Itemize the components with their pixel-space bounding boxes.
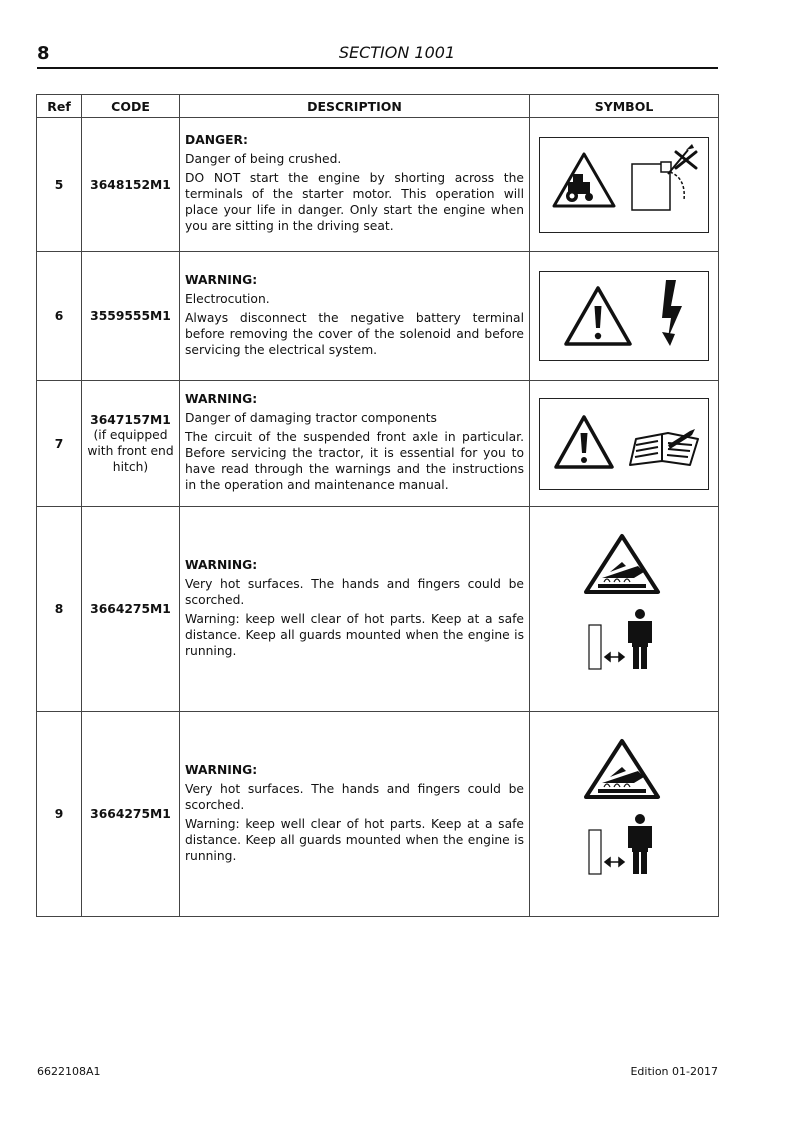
ref-cell: 8 — [37, 507, 82, 712]
ref-cell: 5 — [37, 118, 82, 252]
column-header-description: DESCRIPTION — [180, 95, 530, 118]
header-rule — [37, 67, 718, 69]
code-cell — [82, 507, 180, 712]
symbol-cell — [530, 252, 719, 381]
symbol-cell — [530, 381, 719, 507]
description-line: Very hot surfaces. The hands and fingers could be scorched. — [185, 576, 524, 607]
description-line: DO NOT start the engine by shorting across the terminals of the starter motor. This operation will place your life in danger. Only start the engine when you are sitting in the driving seat. — [185, 171, 524, 233]
description-cell — [180, 252, 530, 381]
document-number: 6622108A1 — [37, 1065, 101, 1078]
code-cell — [82, 252, 180, 381]
description-cell — [180, 118, 530, 252]
part-code: 3664275M1 — [90, 602, 171, 616]
safe-distance-figure — [628, 609, 652, 669]
safe-distance-figure — [628, 814, 652, 874]
part-code: 3648152M1 — [90, 177, 171, 192]
electrocution-pictogram-icon — [539, 271, 709, 361]
description-line: Warning: keep well clear of hot parts. Keep at a safe distance. Keep all guards mounted when the engine is running. — [185, 611, 524, 658]
code-cell — [82, 712, 180, 917]
ref-cell: 6 — [37, 252, 82, 381]
code-note: (if equipped with front end hitch) — [87, 427, 174, 474]
column-header-ref: Ref — [37, 95, 82, 118]
ref-cell: 9 — [37, 712, 82, 917]
description-cell — [180, 381, 530, 507]
description-heading: WARNING: — [185, 762, 258, 777]
description-heading: WARNING: — [185, 272, 258, 287]
description-line: Electrocution. — [185, 291, 270, 306]
hot-surface-pictogram-icon — [574, 532, 674, 687]
code-cell — [82, 118, 180, 252]
symbol-cell — [530, 118, 719, 252]
symbol-cell — [530, 712, 719, 917]
read-manual-pictogram-icon — [539, 398, 709, 490]
section-title: SECTION 1001 — [338, 43, 456, 62]
description-line: Very hot surfaces. The hands and fingers could be scorched. — [185, 781, 524, 812]
part-code: 3664275M1 — [90, 807, 171, 821]
safety-labels-table — [36, 94, 719, 917]
table-row — [37, 252, 719, 381]
table-row — [37, 118, 719, 252]
description-heading: WARNING: — [185, 392, 258, 406]
description-line: Warning: keep well clear of hot parts. Keep at a safe distance. Keep all guards mounted when the engine is running. — [185, 816, 524, 863]
description-line: Danger of damaging tractor components — [185, 411, 437, 425]
part-code: 3559555M1 — [90, 309, 171, 323]
edition-label: Edition 01-2017 — [630, 1065, 718, 1078]
description-heading: WARNING: — [185, 557, 258, 572]
hot-surface-pictogram-icon — [574, 737, 674, 892]
part-code: 3647157M1 — [90, 412, 171, 427]
table-header-row — [37, 95, 719, 118]
symbol-cell — [530, 507, 719, 712]
description-heading: DANGER: — [185, 133, 248, 147]
crush-hazard-pictogram-icon — [539, 137, 709, 233]
column-header-code: CODE — [82, 95, 180, 118]
description-cell — [180, 712, 530, 917]
column-header-symbol: SYMBOL — [530, 95, 719, 118]
description-line: The circuit of the suspended front axle in particular. Before servicing the tractor, it is essential for you to have read through the warnings and the instructions in the operation and maintenance manual. — [185, 430, 524, 492]
description-line: Danger of being crushed. — [185, 152, 342, 166]
description-line: Always disconnect the negative battery terminal before removing the cover of the solenoid and before servicing the electrical system. — [185, 310, 524, 357]
description-cell — [180, 507, 530, 712]
page-number: 8 — [37, 43, 50, 64]
table-row — [37, 712, 719, 917]
code-cell — [82, 381, 180, 507]
ref-cell: 7 — [37, 381, 82, 507]
table-row — [37, 507, 719, 712]
table-row — [37, 381, 719, 507]
